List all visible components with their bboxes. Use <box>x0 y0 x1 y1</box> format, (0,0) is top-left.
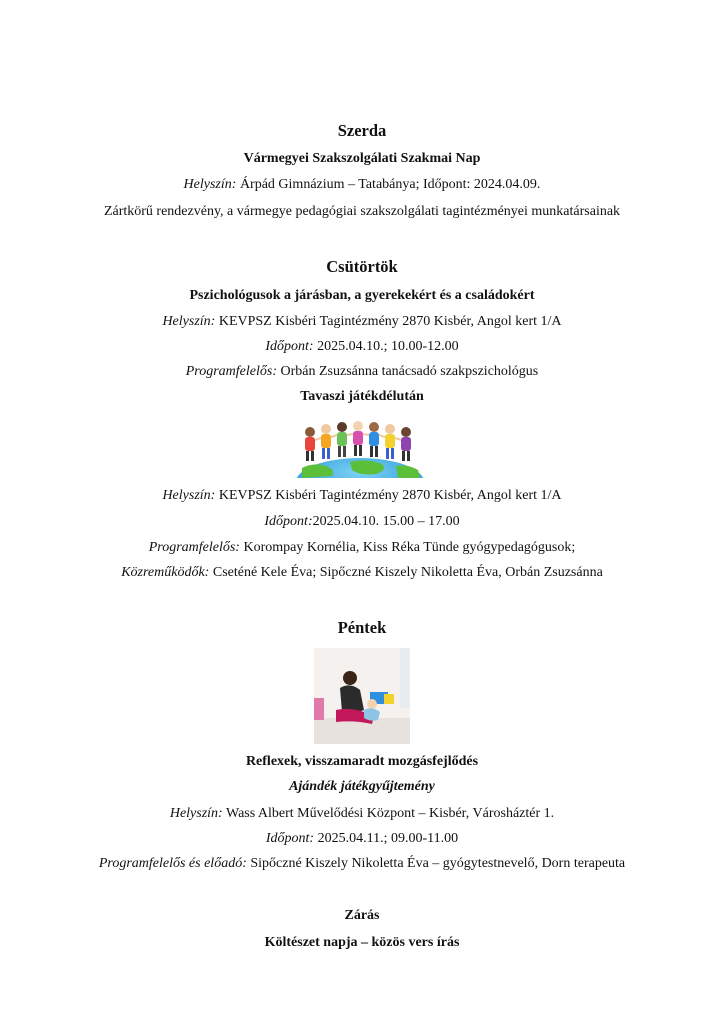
event-title: Reflexek, visszamaradt mozgásfejlődés <box>245 754 479 769</box>
event-time <box>0 513 724 531</box>
day-heading-wednesday: Szerda <box>337 121 387 140</box>
responsible-label: Programfelelős: <box>185 364 277 379</box>
event-note: Zártkörű rendezvény, a vármegye pedagógiai szakszolgálati tagintézményei munkatársainak <box>103 204 621 219</box>
event-location <box>0 487 724 505</box>
time-label: Időpont: <box>264 514 313 529</box>
event-location-time <box>0 176 724 194</box>
event-subtitle: Ajándék játékgyűjtemény <box>289 779 435 794</box>
event-location <box>0 313 724 331</box>
time-label: Időpont: <box>265 831 315 846</box>
contributors-label: Közreműködők: <box>121 565 210 580</box>
location-value: Wass Albert Művelődési Központ – Kisbér, Városháztér 1. <box>222 806 555 821</box>
event-title: Tavaszi játékdélután <box>300 389 424 404</box>
day-heading-thursday: Csütörtök <box>326 257 398 276</box>
event-title: Vármegyei Szakszolgálati Szakmai Nap <box>243 151 481 166</box>
event-responsible <box>0 855 724 873</box>
time-label: Időpont: <box>265 339 314 354</box>
time-value: 2025.04.10.; 10.00-12.00 <box>313 339 459 354</box>
day-heading-closing: Zárás <box>344 908 380 923</box>
location-label: Helyszín: <box>169 806 223 821</box>
responsible-label: Programfelelős és előadó: <box>98 856 247 871</box>
location-value: KEVPSZ Kisbéri Tagintézmény 2870 Kisbér, Angol kert 1/A <box>215 488 562 503</box>
responsible-value: Orbán Zsuzsánna tanácsadó szakpszichológus <box>277 364 539 379</box>
event-title: Költészet napja – közös vers írás <box>264 935 460 950</box>
location-label: Helyszín: <box>183 177 237 192</box>
day-heading-friday: Péntek <box>337 618 387 637</box>
event-time <box>0 830 724 848</box>
location-label: Helyszín: <box>162 314 216 329</box>
therapist-with-child-photo <box>314 648 410 744</box>
location-label: Helyszín: <box>162 488 216 503</box>
event-responsible <box>0 539 724 557</box>
event-time <box>0 338 724 356</box>
children-on-globe-illustration <box>296 418 424 478</box>
responsible-value: Korompay Kornélia, Kiss Réka Tünde gyógypedagógusok; <box>239 540 576 555</box>
event-location <box>0 805 724 823</box>
contributors-value: Cseténé Kele Éva; Sipőczné Kiszely Nikoletta Éva, Orbán Zsuzsánna <box>209 565 603 580</box>
location-value: Árpád Gimnázium – Tatabánya; <box>236 177 420 192</box>
time-value: 2025.04.11.; 09.00-11.00 <box>314 831 459 846</box>
location-value: KEVPSZ Kisbéri Tagintézmény 2870 Kisbér, Angol kert 1/A <box>215 314 562 329</box>
responsible-label: Programfelelős: <box>148 540 240 555</box>
event-contributors <box>0 564 724 582</box>
time-label: Időpont: 2024.04.09. <box>419 177 541 192</box>
responsible-value: Sipőczné Kiszely Nikoletta Éva – gyógytestnevelő, Dorn terapeuta <box>246 856 626 871</box>
time-value: 2025.04.10. 15.00 – 17.00 <box>312 514 460 529</box>
event-responsible <box>0 363 724 381</box>
event-title: Pszichológusok a járásban, a gyerekekért és a családokért <box>189 288 535 303</box>
